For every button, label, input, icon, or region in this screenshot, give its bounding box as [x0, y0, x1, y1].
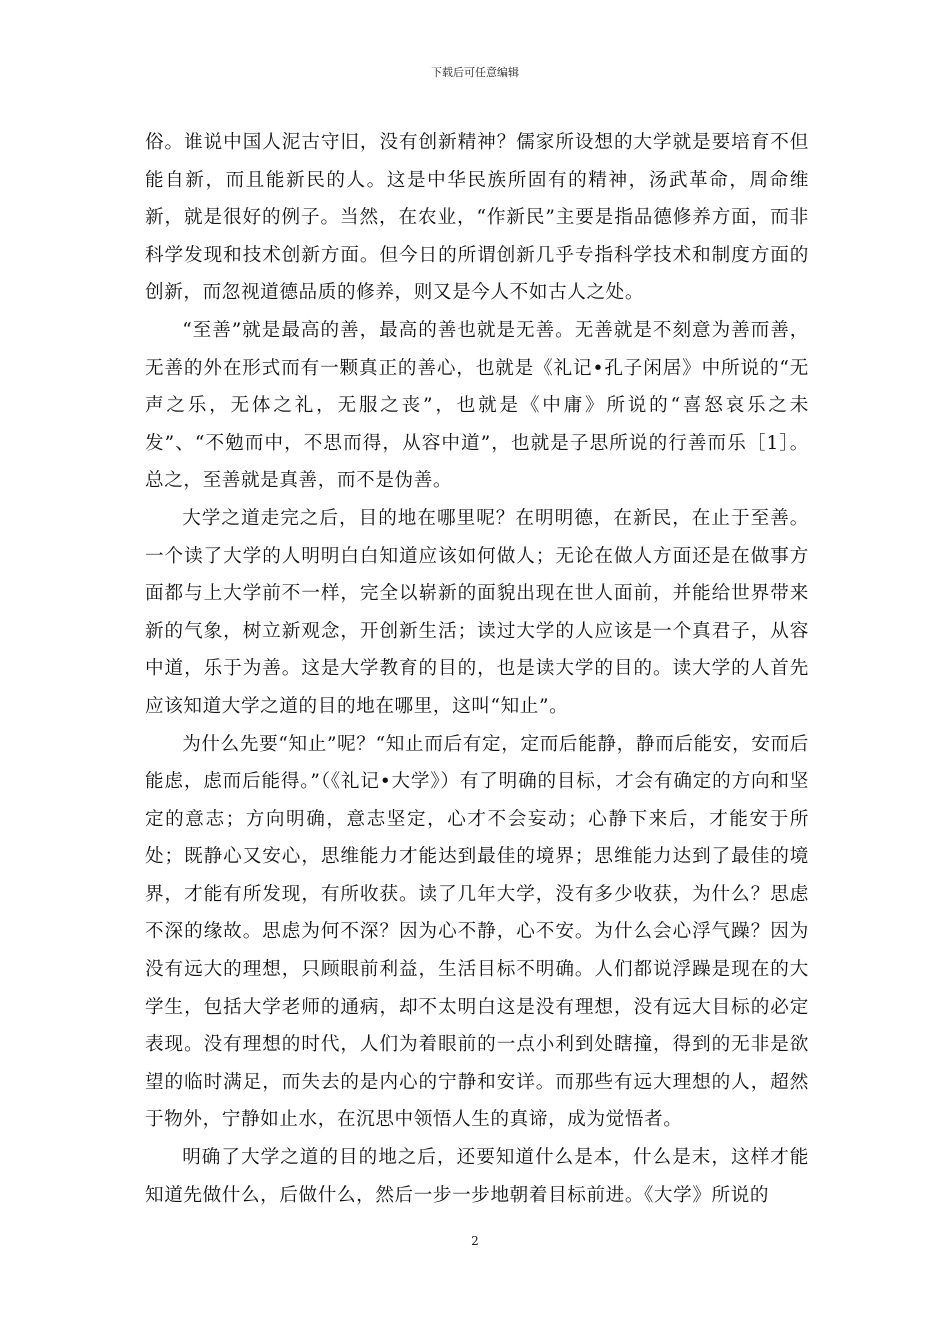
page-header: 下载后可任意编辑 — [431, 66, 519, 79]
paragraph-benmo: 明确了大学之道的目的地之后，还要知道什么是本，什么是末，这样才能知道先做什么，后做什么，然后一步一步地朝着目标前进。《大学》所说的 — [145, 1147, 809, 1206]
paragraph-destination: 大学之道走完之后，目的地在哪里呢？在明明德，在新民，在止于至善。一个读了大学的人明明白白知道应该如何做人；无论在做人方面还是在做事方面都与上大学前不一样，完全以崭新的面貌出现在世人面前，并能给世界带来新的气象，树立新观念，开创新生活；读过大学的人应该是一个真君子，从容中道，乐于为善。这是大学教育的目的，也是读大学的目的。读大学的人首先应该知道大学之道的目的地在哪里，这叫“知止”。 — [145, 507, 809, 717]
document-body — [145, 124, 809, 1214]
page-number: 2 — [471, 1234, 479, 1248]
paragraph-continuation: 俗。谁说中国人泥古守旧，没有创新精神？儒家所设想的大学就是要培育不但能自新，而且能新民的人。这是中华民族所固有的精神，汤武革命，周命维新，就是很好的例子。当然，在农业，“作新民”主要是指品德修养方面，而非科学发现和技术创新方面。但今日的所谓创新几乎专指科学技术和制度方面的创新，而忽视道德品质的修养，则又是今人不如古人之处。 — [145, 132, 809, 304]
paragraph-zhishan: “至善”就是最高的善，最高的善也就是无善。无善就是不刻意为善而善，无善的外在形式而有一颗真正的善心，也就是《礼记•孔子闲居》中所说的“无声之乐，无体之礼，无服之丧”，也就是《中庸》所说的“喜怒哀乐之未发”、“不勉而中，不思而得，从容中道”，也就是子思所说的行善而乐［1］。总之，至善就是真善，而不是伪善。 — [145, 319, 809, 492]
paragraph-zhizhi: 为什么先要“知止”呢？“知止而后有定，定而后能静，静而后能安，安而后能虑，虑而后能得。”（《礼记•大学》）有了明确的目标，才会有确定的方向和坚定的意志；方向明确，意志坚定，心才不会妄动；心静下来后，才能安于所处；既静心又安心，思维能力才能达到最佳的境界；思维能力达到了最佳的境界，才能有所发现，有所收获。读了几年大学，没有多少收获，为什么？思虑不深的缘故。思虑为何不深？因为心不静，心不安。为什么会心浮气躁？因为没有远大的理想，只顾眼前利益，生活目标不明确。人们都说浮躁是现在的大学生，包括大学老师的通病，却不太明白这是没有理想，没有远大目标的必定表现。没有理想的时代，人们为着眼前的一点小利到处瞎撞，得到的无非是欲望的临时满足，而失去的是内心的宁静和安详。而那些有远大理想的人，超然于物外，宁静如止水，在沉思中领悟人生的真谛，成为觉悟者。 — [145, 733, 809, 1131]
